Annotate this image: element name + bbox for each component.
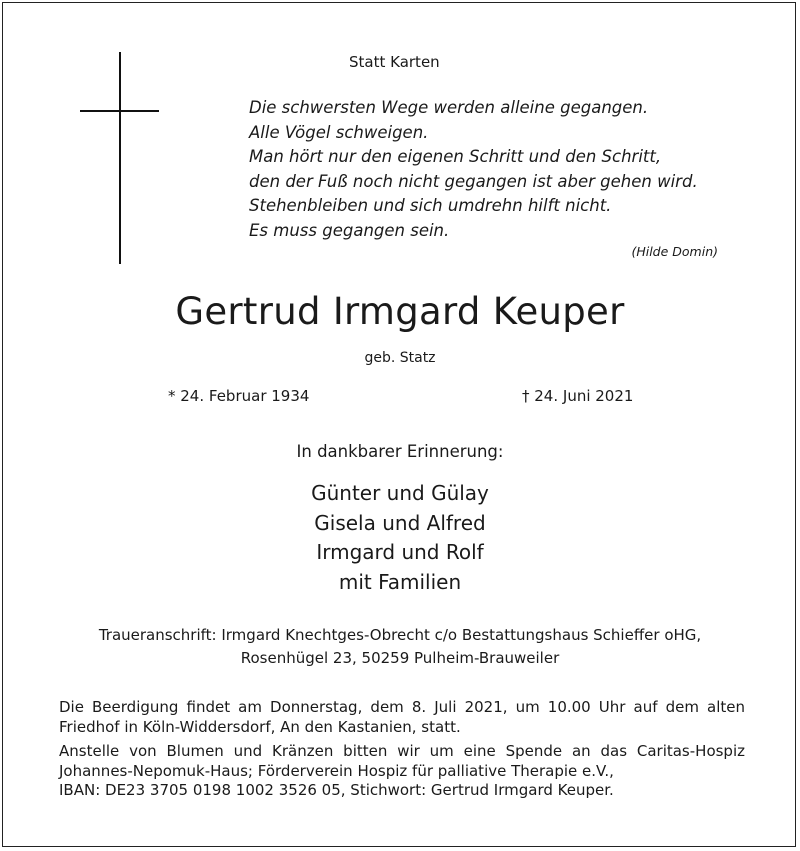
mourning-address — [0, 624, 800, 670]
donation-notice — [59, 742, 745, 801]
mourner-line: Gisela und Alfred — [314, 510, 486, 535]
birth-date: * 24. Februar 1934 — [168, 387, 310, 405]
poem-line: Alle Vögel schweigen. — [249, 122, 429, 142]
mourner-line: Günter und Gülay — [311, 481, 489, 505]
funeral-notice-line: Die Beerdigung findet am Donnerstag, dem 8. Juli 2021, um 10.00 Uhr auf dem alten — [59, 698, 745, 716]
poem — [249, 96, 698, 244]
poem-line: den der Fuß noch nicht gegangen ist aber gehen wird. — [249, 171, 698, 191]
statt-karten-label: Statt Karten — [349, 53, 440, 71]
deceased-name: Gertrud Irmgard Keuper — [175, 290, 625, 333]
poem-line: Stehenbleiben und sich umdrehn hilft nicht. — [249, 196, 612, 216]
donation-notice-line: IBAN: DE23 3705 0198 1002 3526 05, Stichwort: Gertrud Irmgard Keuper. — [59, 781, 614, 799]
address-line: Traueranschrift: Irmgard Knechtges-Obrecht c/o Bestattungshaus Schieffer oHG, — [98, 626, 702, 644]
cross-horizontal-bar — [80, 110, 159, 112]
poem-line: Es muss gegangen sein. — [249, 220, 450, 240]
memory-intro: In dankbarer Erinnerung: — [296, 442, 504, 461]
address-line: Rosenhügel 23, 50259 Pulheim-Brauweiler — [240, 649, 560, 667]
funeral-notice-line: Friedhof in Köln-Widdersdorf, An den Kastanien, statt. — [59, 717, 461, 736]
mourner-line: mit Familien — [338, 569, 462, 594]
donation-notice-line: Johannes-Nepomuk-Haus; Förderverein Hospiz für palliative Therapie e.V., — [59, 761, 614, 780]
poem-author: (Hilde Domin) — [631, 244, 718, 259]
death-date: † 24. Juni 2021 — [522, 387, 634, 405]
cross-vertical-bar — [119, 52, 121, 264]
mourner-line: Irmgard und Rolf — [316, 540, 484, 564]
birth-name: geb. Statz — [364, 350, 436, 366]
poem-line: Die schwersten Wege werden alleine gegangen. — [249, 98, 649, 117]
donation-notice-line: Anstelle von Blumen und Kränzen bitten wir um eine Spende an das Caritas-Hospiz — [59, 742, 745, 760]
poem-line: Man hört nur den eigenen Schritt und den Schritt, — [249, 147, 662, 167]
mourners-list — [0, 479, 800, 597]
funeral-notice — [59, 698, 745, 737]
